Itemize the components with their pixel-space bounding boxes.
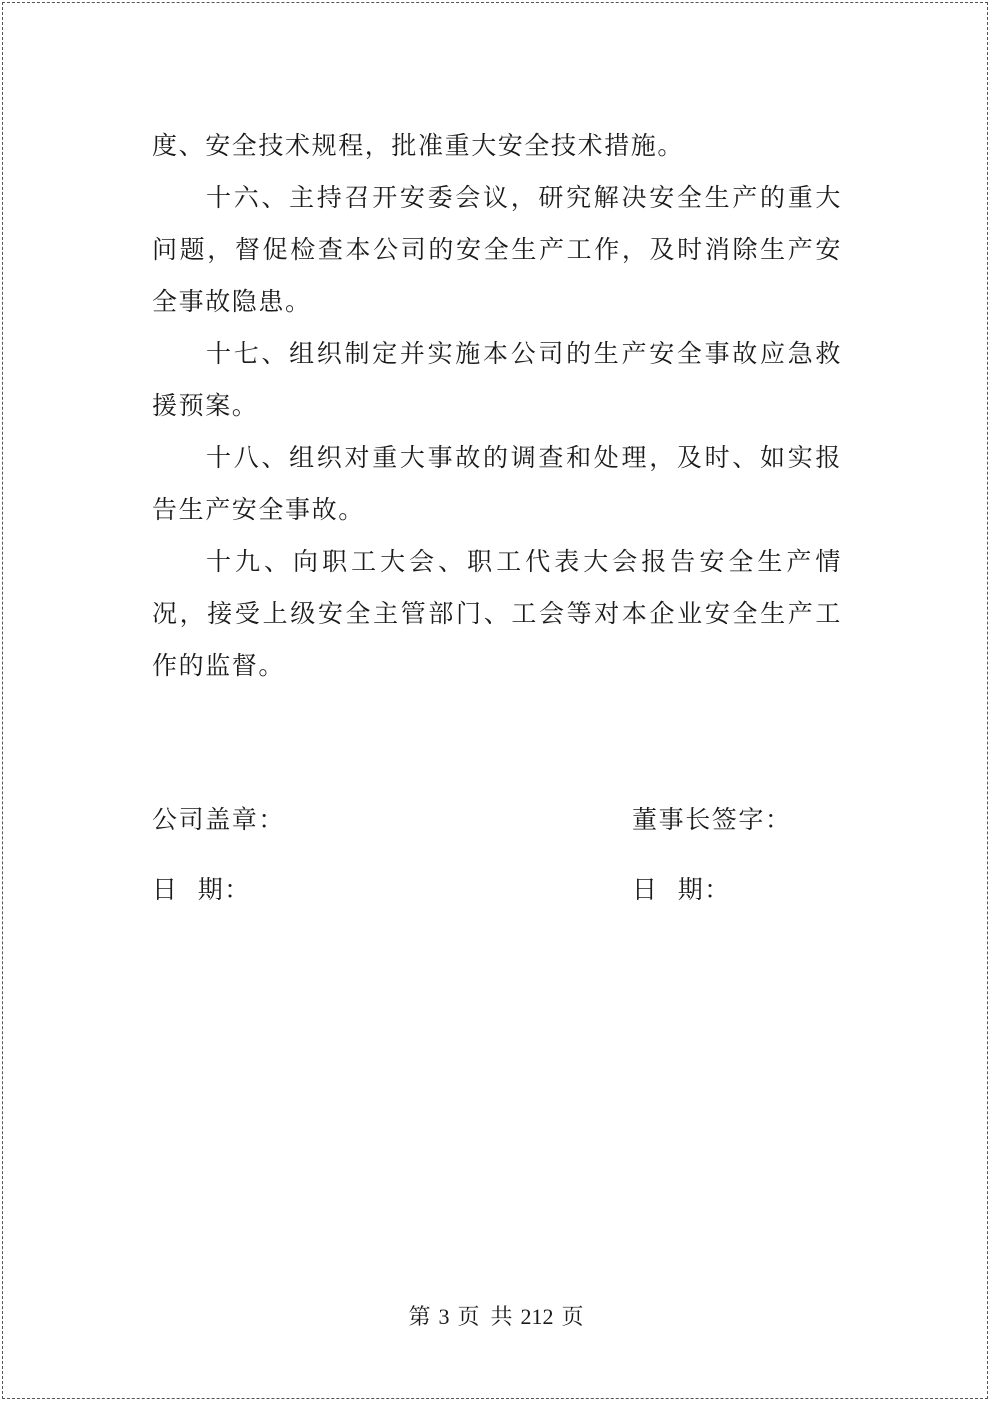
footer-middle: 页 共	[457, 1304, 513, 1329]
paragraph-item-17: 十七、组织制定并实施本公司的生产安全事故应急救援预案。	[152, 339, 842, 420]
paragraph-item-18: 十八、组织对重大事故的调查和处理，及时、如实报告生产安全事故。	[152, 443, 842, 524]
company-seal-label: 公司盖章：	[152, 805, 286, 834]
date-label-right: 日 期：	[632, 875, 731, 904]
page-footer	[0, 1300, 992, 1331]
footer-prefix: 第	[408, 1304, 431, 1329]
current-page-number: 3	[438, 1304, 450, 1329]
document-body	[152, 120, 842, 692]
total-page-count: 212	[520, 1304, 554, 1329]
paragraph-item-16: 十六、主持召开安委会议，研究解决安全生产的重大问题，督促检查本公司的安全生产工作，及时消除生产安全事故隐患。	[152, 183, 842, 316]
paragraph-item-19: 十九、向职工大会、职工代表大会报告安全生产情况，接受上级安全主管部门、工会等对本企业安全生产工作的监督。	[152, 547, 842, 680]
chairman-signature-label: 董事长签字：	[632, 805, 792, 834]
paragraph-continuation: 度、安全技术规程，批准重大安全技术措施。	[152, 131, 685, 160]
date-label-left: 日 期：	[152, 875, 251, 904]
footer-suffix: 页	[561, 1304, 584, 1329]
